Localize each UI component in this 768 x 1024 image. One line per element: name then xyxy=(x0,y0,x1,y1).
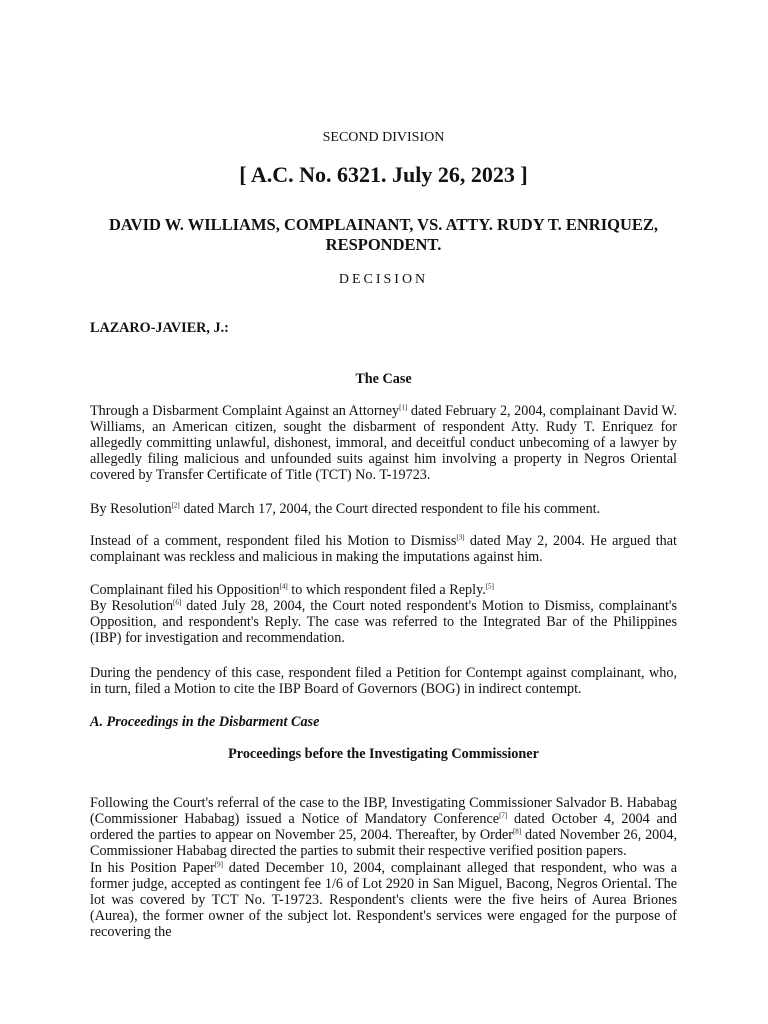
footnote-ref[interactable]: [8] xyxy=(512,827,522,836)
division-heading: SECOND DIVISION xyxy=(322,130,445,145)
paragraph-7: Following the Court's referral of the case to the IBP, Investigating Commissioner Salvador B. Hababag (Commissioner Hababag) issued a Notice of Mandatory Conference[7] dated October 4, 2004 and ordered the parties to appear on November 25, 2004. Thereafter, by Order[8] dated November 26, 2004, Commissioner Hababag directed the parties to submit their respective verified position papers. xyxy=(90,795,677,859)
paragraph-1: Through a Disbarment Complaint Against an Attorney[1] dated February 2, 2004, complainant David W. Williams, an American citizen, sought the disbarment of respondent Atty. Rudy T. Enriquez for allegedly committing unlawful, dishonest, immoral, and deceitful conduct unbecoming of a lawyer by allegedly filing malicious and unfounded suits against him involving a property in Negros Oriental covered by Transfer Certificate of Title (TCT) No. T-19723. xyxy=(90,403,677,483)
paragraph-3: Instead of a comment, respondent filed his Motion to Dismiss[3] dated May 2, 2004. He argued that complainant was reckless and malicious in making the imputations against him. xyxy=(90,533,677,565)
paragraph-8: In his Position Paper[9] dated December 10, 2004, complainant alleged that respondent, who was a former judge, accepted as contingent fee 1/6 of Lot 2920 in San Miguel, Bacong, Negros Oriental. The lot was covered by TCT No. T-19723. Respondent's clients were the five heirs of Aurea Briones (Aurea), the former owner of the subject lot. Respondent's services were engaged for the purpose of recovering the xyxy=(90,860,678,940)
case-parties-title: DAVID W. WILLIAMS, COMPLAINANT, VS. ATTY. RUDY T. ENRIQUEZ, RESPONDENT. xyxy=(108,215,659,254)
footnote-ref[interactable]: [4] xyxy=(279,582,288,591)
paragraph-4: Complainant filed his Opposition[4] to which respondent filed a Reply.[5] xyxy=(90,582,494,598)
footnote-ref[interactable]: [2] xyxy=(171,501,180,510)
section-heading-investigating-commissioner: Proceedings before the Investigating Commissioner xyxy=(228,746,539,762)
case-number-title: [ A.C. No. 6321. July 26, 2023 ] xyxy=(239,162,528,187)
footnote-ref[interactable]: [3] xyxy=(456,533,465,542)
paragraph-6: During the pendency of this case, respondent filed a Petition for Contempt against complainant, who, in turn, filed a Motion to cite the IBP Board of Governors (BOG) in indirect contempt. xyxy=(90,665,677,697)
footnote-ref[interactable]: [6] xyxy=(173,598,182,607)
footnote-ref[interactable]: [9] xyxy=(214,860,223,869)
footnote-ref[interactable]: [7] xyxy=(499,811,508,820)
footnote-ref[interactable]: [5] xyxy=(485,582,494,591)
paragraph-2: By Resolution[2] dated March 17, 2004, the Court directed respondent to file his comment. xyxy=(90,501,601,517)
ponente: LAZARO-JAVIER, J.: xyxy=(90,320,229,336)
decision-heading: DECISION xyxy=(338,272,429,287)
paragraph-5: By Resolution[6] dated July 28, 2004, the Court noted respondent's Motion to Dismiss, complainant's Opposition, and respondent's Reply. The case was referred to the Integrated Bar of the Philippines (IBP) for investigation and recommendation. xyxy=(90,598,677,646)
section-heading-the-case: The Case xyxy=(355,371,412,387)
section-heading-disbarment-proceedings: A. Proceedings in the Disbarment Case xyxy=(90,714,320,730)
footnote-ref[interactable]: [1] xyxy=(399,403,408,412)
